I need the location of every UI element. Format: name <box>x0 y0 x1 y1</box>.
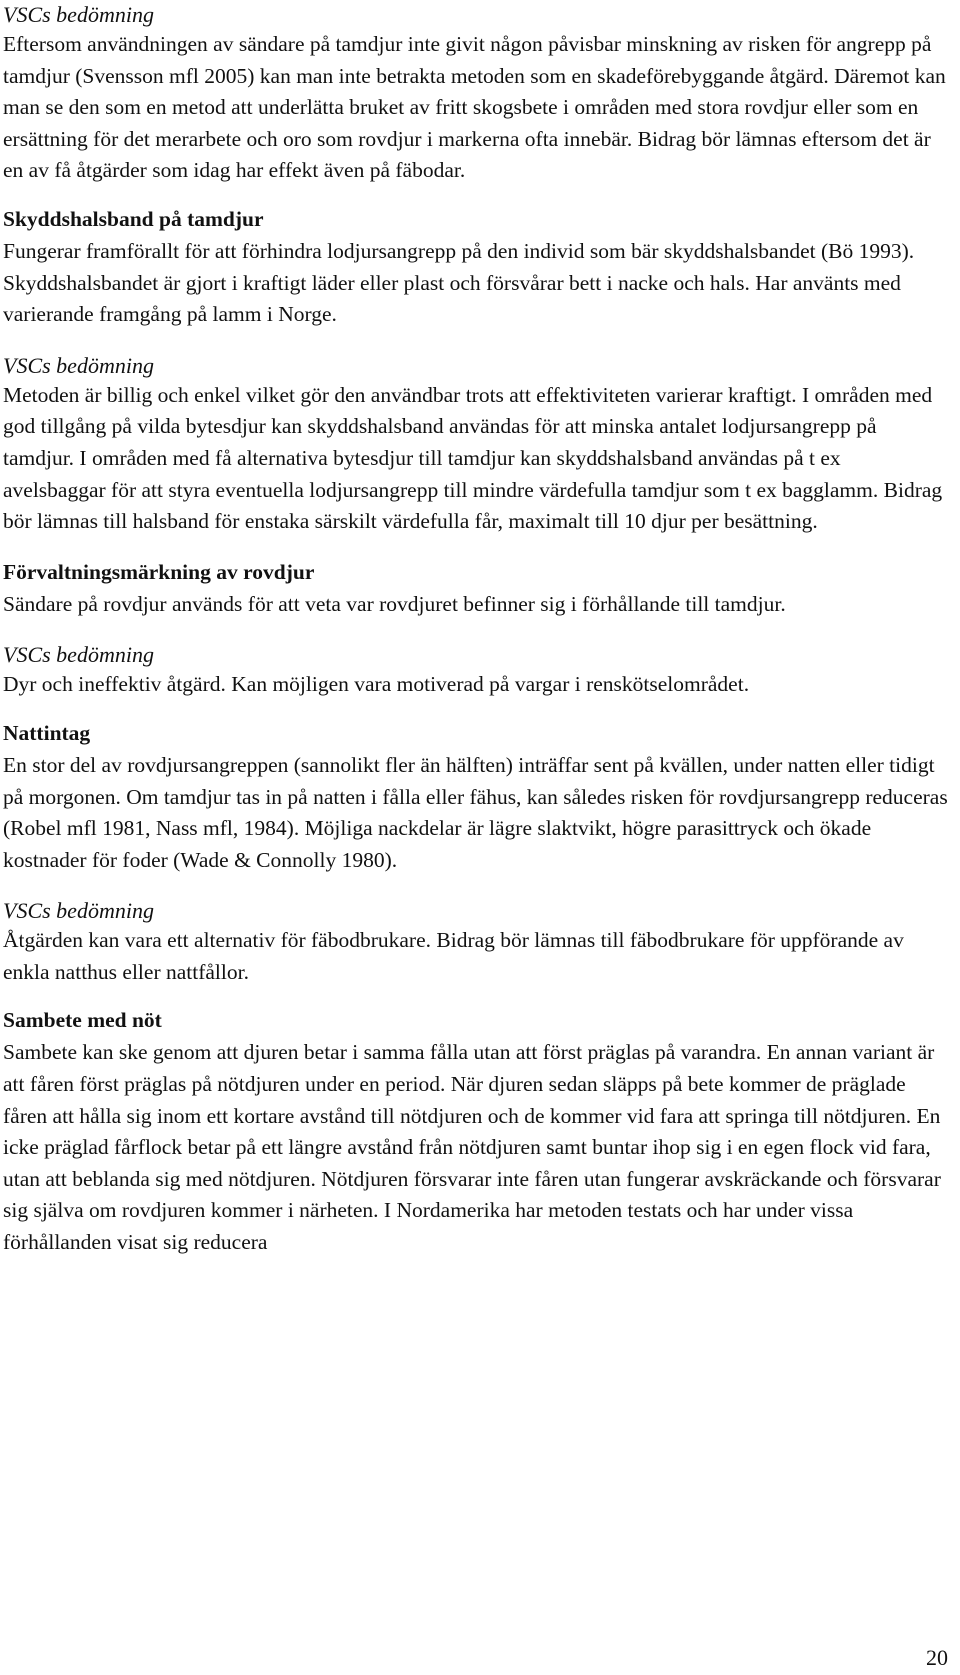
spacer <box>3 988 948 1006</box>
spacer <box>3 876 948 896</box>
section-heading: Sambete med nöt <box>3 1008 162 1033</box>
paragraph: Dyr och ineffektiv åtgärd. Kan möjligen vara motiverad på vargar i renskötselområdet. <box>3 672 750 697</box>
page-content <box>3 0 948 1259</box>
paragraph: Sambete kan ske genom att djuren betar i samma fålla utan att först präglas på varandra. En annan variant är att fåren först präglas på nötdjuren under en period. När djuren sedan släpps på bete kommer de präglade fåren att hålla sig inom ett kortare avstånd till nötdjuren och de kommer vid fara att springa till nötdjuren. En icke präglad fårflock betar på ett längre avstånd från nötdjuren samt buntar ihop sig i en egen flock vid fara, utan att beblanda sig med nötdjuren. Nötdjuren försvarar inte fåren utan fungerar avskräckande och försvarar sig själva om rovdjuren kommer i närheten. I Nordamerika har metoden testats och har under vissa förhållanden visat sig reducera <box>3 1040 941 1255</box>
spacer <box>3 701 948 719</box>
section-heading: Skyddshalsband på tamdjur <box>3 206 264 231</box>
paragraph: Metoden är billig och enkel vilket gör den användbar trots att effektiviteten varierar kraftigt. I områden med god tillgång på vilda bytesdjur kan skyddshalsband användas för att minska antalet lodjursangrepp på tamdjur. I områden med få alternativa bytesdjur till tamdjur kan skyddshalsband användas på t ex avelsbaggar för att styra eventuella lodjursangrepp till mindre värdefulla tamdjur som t ex bagglamm. Bidrag bör lämnas till halsband för enstaka särskilt värdefulla får, maximalt till 10 djur per besättning. <box>3 382 943 534</box>
assessment-label: VSCs bedömning <box>3 898 154 924</box>
page-number: 20 <box>926 1645 948 1670</box>
paragraph: Åtgärden kan vara ett alternativ för fäbodbrukare. Bidrag bör lämnas till fäbodbrukare för uppförande av enkla natthus eller nattfållor. <box>3 928 904 984</box>
section-heading: Nattintag <box>3 720 91 745</box>
spacer <box>3 620 948 640</box>
spacer <box>3 331 948 351</box>
assessment-label: VSCs bedömning <box>3 642 154 668</box>
assessment-label: VSCs bedömning <box>3 352 154 378</box>
assessment-label: VSCs bedömning <box>3 2 154 27</box>
paragraph: En stor del av rovdjursangreppen (sannolikt fler än hälften) inträffar sent på kvällen, under natten eller tidigt på morgonen. Om tamdjur tas in på natten i fålla eller fähus, kan således risken för rovdjursangrepp reduceras (Robel mfl 1981, Nass mfl, 1984). Möjliga nackdelar är lägre slaktvikt, högre parasittryck och ökade kostnader för foder (Wade & Connolly 1980). <box>3 752 948 872</box>
paragraph: Sändare på rovdjur används för att veta var rovdjuret befinner sig i förhållande till tamdjur. <box>3 591 786 616</box>
paragraph: Fungerar framförallt för att förhindra lodjursangrepp på den individ som bär skyddshalsbandet (Bö 1993). Skyddshalsbandet är gjort i kraftigt läder eller plast och försvårar bett i nacke och hals. Har använts med varierande framgång på lamm i Norge. <box>3 238 915 327</box>
spacer <box>3 187 948 205</box>
paragraph: Eftersom användningen av sändare på tamdjur inte givit någon påvisbar minskning av risken för angrepp på tamdjur (Svensson mfl 2005) kan man inte betrakta metoden som en skadeförebyggande åtgärd. Däremot kan man se den som en metod att underlätta bruket av fritt skogsbete i områden med stora rovdjur eller som en ersättning för det merarbete och oro som rovdjur i markerna ofta innebär. Bidrag bör lämnas eftersom det är en av få åtgärder som idag har effekt även på fäbodar. <box>3 32 946 183</box>
spacer <box>3 538 948 558</box>
section-heading: Förvaltningsmärkning av rovdjur <box>3 559 315 584</box>
